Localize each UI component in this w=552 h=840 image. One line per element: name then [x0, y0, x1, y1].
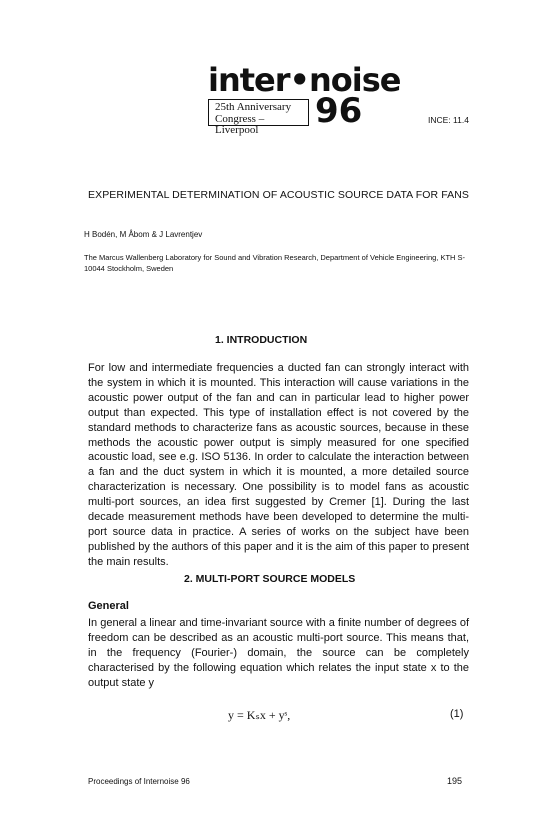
equation-1: y = Kₛx + yˢ,	[228, 708, 291, 722]
affiliation: The Marcus Wallenberg Laboratory for Sound and Vibration Research, Department of Vehicle Engineering, KTH S-10044 Stockholm, Sweden	[84, 253, 466, 273]
logo-box-line1: 25th Anniversary	[215, 101, 292, 113]
general-paragraph: In general a linear and time-invariant source with a finite number of degrees of freedom can be described as an acoustic multi-port source. This means that, in the frequency (Fourier-) domain, the source can be completely characterised by the following equation which relates the input state x to the output state y	[88, 617, 469, 689]
paper-title: EXPERIMENTAL DETERMINATION OF ACOUSTIC SOURCE DATA FOR FANS	[88, 189, 470, 201]
heading-multiport-models: 2. MULTI-PORT SOURCE MODELS	[184, 573, 356, 585]
heading-introduction: 1. INTRODUCTION	[215, 334, 308, 346]
ince-code: INCE: 11.4	[428, 115, 469, 125]
heading-general: General	[88, 600, 129, 612]
page-number: 195	[447, 776, 463, 786]
logo-box-line2: Congress – Liverpool	[215, 112, 265, 136]
logo-anniversary-box	[208, 99, 309, 136]
internoise-logo	[205, 61, 401, 136]
intro-paragraph: For low and intermediate frequencies a ducted fan can strongly interact with the system in which it is mounted. This interaction will cause variations in the acoustic power output of the fan and can in particular lead to higher power output than expected. This type of installation effect is not covered by the standard methods to characterize fans as acoustic sources, because in these methods the acoustic power output is simply measured for one specified acoustic load, see e.g. ISO 5136. In order to calculate the interaction between a fan and the duct system in which it is mounted, a more detailed source characterization is necessary. One possibility is to model fans as acoustic multi-port sources, an idea first suggested by Cremer [1]. During the last decade measurement methods have been developed to determine the multi-port source data in practice. A series of works on the subject have been published by the authors of this paper and it is the aim of this paper to present the main results.	[88, 362, 469, 568]
logo-wordmark: inter•noise	[208, 61, 401, 99]
logo-year: 96	[315, 91, 363, 131]
footer-proceedings: Proceedings of Internoise 96	[88, 777, 190, 786]
equation-number: (1)	[450, 708, 464, 720]
authors: H Bodén, M Åbom & J Lavrentjev	[84, 230, 203, 239]
